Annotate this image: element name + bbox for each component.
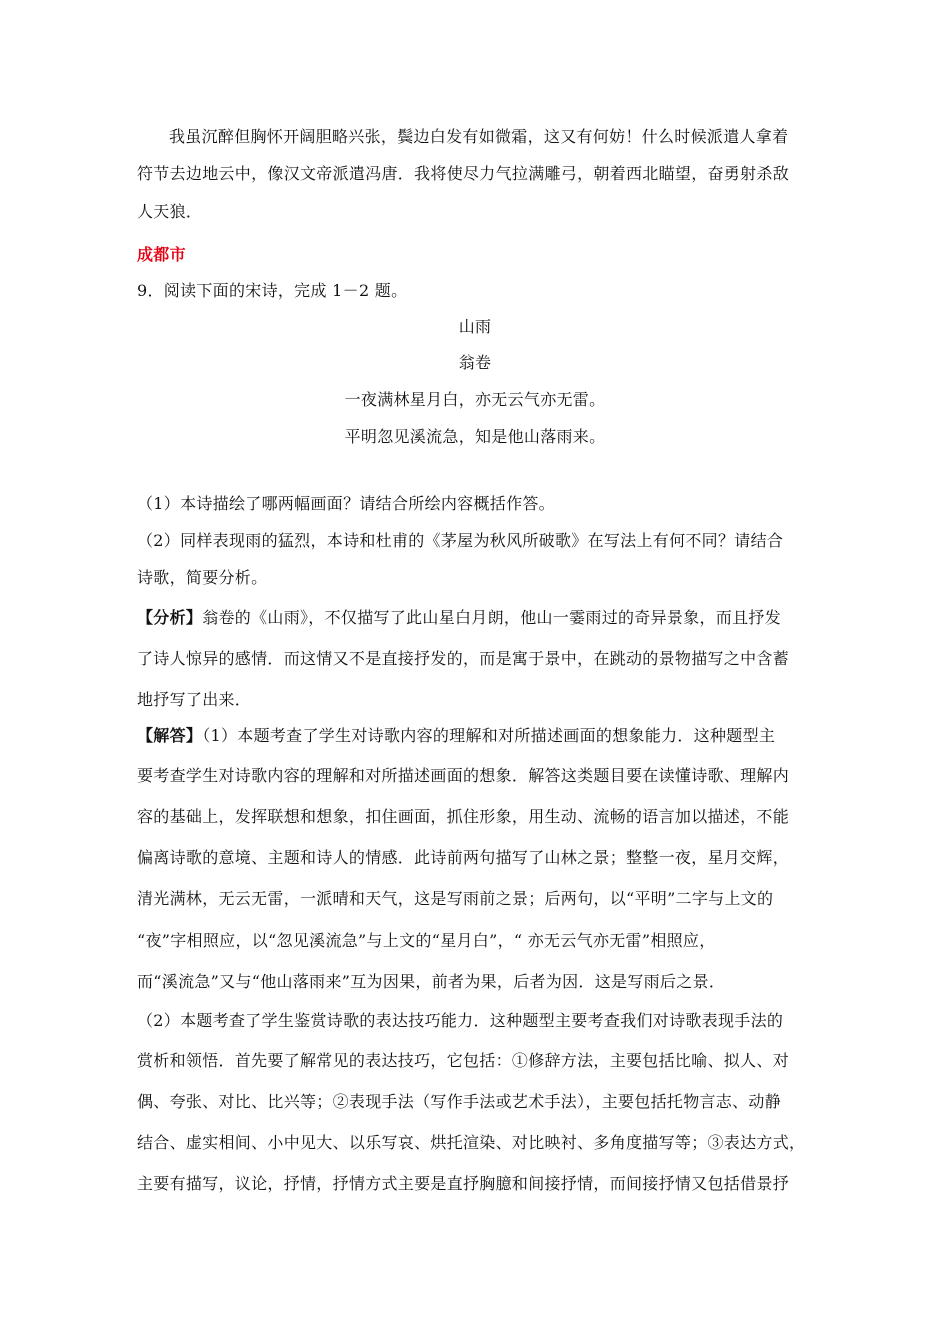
answer-line: 清光满林，无云无雷，一派晴和天气，这是写雨前之景；后两句，以“平明”二字与上文的 (137, 889, 774, 908)
answer-line: 偏离诗歌的意境、主题和诗人的情感．此诗前两句描写了山林之景；整整一夜，星月交辉， (137, 848, 790, 867)
answer-line: 主要有描写，议论，抒情，抒情方式主要是直抒胸臆和间接抒情，而间接抒情又包括借景抒 (137, 1174, 790, 1193)
sub-question-2: （2）同样表现雨的猛烈，本诗和杜甫的《茅屋为秋风所破歌》在写法上有何不同？请结合 (137, 531, 784, 550)
poem-author: 翁卷 (458, 353, 492, 372)
poem-line: 一夜满林星月白，亦无云气亦无雷。 (344, 390, 606, 409)
answer-line: 赏析和领悟．首先要了解常见的表达技巧，它包括：①修辞方法，主要包括比喻、拟人、对 (137, 1051, 790, 1070)
analysis-line: 了诗人惊异的感情．而这情又不是直接抒发的，而是寓于景中，在跳动的景物描写之中含蓄 (137, 649, 790, 668)
question-intro: 9．阅读下面的宋诗，完成 1－2 题。 (137, 281, 408, 300)
analysis-line (137, 607, 817, 629)
answer-line: 容的基础上，发挥联想和想象，扣住画面，抓住形象，用生动、流畅的语言加以描述，不能 (137, 807, 790, 826)
answer-line: 结合、虚实相间、小中见大、以乐写哀、烘托渲染、对比映衬、多角度描写等；③表达方式， (137, 1133, 806, 1152)
answer-tag: 【解答】 (137, 726, 203, 745)
answer-line: （2）本题考查了学生鉴赏诗歌的表达技巧能力．这种题型主要考查我们对诗歌表现手法的 (137, 1011, 784, 1030)
analysis-line: 地抒写了出来． (137, 690, 252, 709)
answer-line: “夜”字相照应，以“忽见溪流急”与上文的“星月白”，“ 亦无云气亦无雷”相照应， (137, 931, 716, 950)
answer-line: 要考查学生对诗歌内容的理解和对所描述画面的想象．解答这类题目要在读懂诗歌、理解内 (137, 766, 790, 785)
analysis-tag: 【分析】 (137, 608, 203, 627)
poem-line: 平明忽见溪流急，知是他山落雨来。 (344, 427, 606, 446)
answer-text: （1）本题考查了学生对诗歌内容的理解和对所描述画面的想象能力．这种题型主 (202, 726, 776, 745)
analysis-text: 翁卷的《山雨》，不仅描写了此山星白月朗，他山一霎雨过的奇异景象，而且抒发 (202, 608, 782, 627)
translation-line: 我虽沉醉但胸怀开阔胆略兴张，鬓边白发有如微霜，这又有何妨！什么时候派遣人拿着 (169, 127, 789, 146)
answer-line: 而“溪流急”又与“他山落雨来”互为因果，前者为果，后者为因．这是写雨后之景． (137, 972, 726, 991)
poem-title: 山雨 (458, 317, 492, 336)
answer-line (137, 725, 817, 747)
section-heading: 成都市 (137, 245, 186, 264)
answer-line: 偶、夸张、对比、比兴等；②表现手法（写作手法或艺术手法），主要包括托物言志、动静 (137, 1092, 782, 1111)
translation-line: 人天狼． (137, 202, 203, 221)
sub-question-2-cont: 诗歌，简要分析。 (137, 568, 268, 587)
translation-line: 符节去边地云中，像汉文帝派遣冯唐．我将使尽力气拉满雕弓，朝着西北瞄望，奋勇射杀敌 (137, 164, 790, 183)
sub-question-1: （1）本诗描绘了哪两幅画面？请结合所绘内容概括作答。 (137, 494, 555, 513)
